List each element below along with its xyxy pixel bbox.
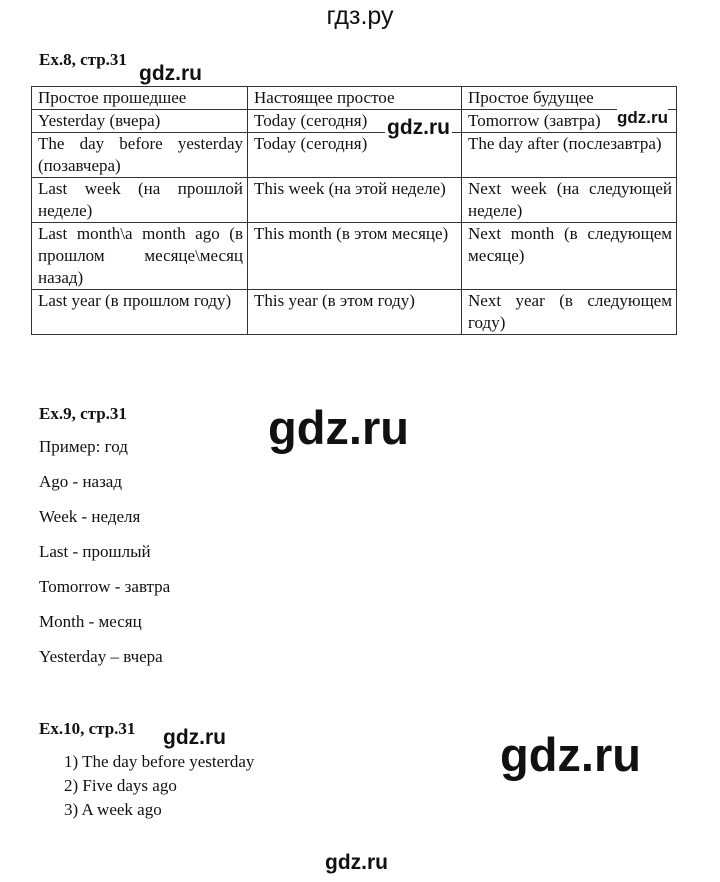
table-cell: The day after (послезавтра)	[462, 133, 677, 178]
watermark: gdz.ru	[139, 62, 202, 85]
table-cell: This week (на этой неделе)	[248, 178, 462, 223]
table-cell: Today (сегодня)	[248, 133, 462, 178]
watermark: gdz.ru	[387, 116, 450, 139]
watermark: gdz.ru	[325, 851, 388, 874]
table-cell: Next week (на следующей неделе)	[462, 178, 677, 223]
watermark: gdz.ru	[268, 401, 409, 454]
table-cell: Last week (на прошлой неделе)	[32, 178, 248, 223]
table-cell: Next month (в следующем месяце)	[462, 223, 677, 290]
table-row	[32, 290, 677, 335]
table-cell: Tomorrow (завтра)	[462, 110, 677, 133]
table-cell: Last year (в прошлом году)	[32, 290, 248, 335]
table-cell: Yesterday (вчера)	[32, 110, 248, 133]
ex9-line: Tomorrow - завтра	[39, 577, 171, 596]
ex9-line: Yesterday – вчера	[39, 647, 163, 666]
watermark: gdz.ru	[500, 728, 641, 781]
table-row	[32, 87, 677, 110]
ex9-line: Ago - назад	[39, 472, 122, 491]
ex9-line: Month - месяц	[39, 612, 142, 631]
table-cell: The day before yesterday (позавчера)	[32, 133, 248, 178]
list-item: 1) The day before yesterday	[64, 752, 255, 771]
list-item: 2) Five days ago	[64, 776, 177, 795]
ex10-heading: Ex.10, стр.31	[39, 719, 136, 738]
tense-table	[31, 86, 677, 335]
ex9-line: Пример: год	[39, 437, 128, 456]
ex8-heading: Ex.8, стр.31	[39, 50, 127, 69]
table-cell: This year (в этом году)	[248, 290, 462, 335]
watermark: gdz.ru	[163, 726, 226, 749]
site-header[interactable]: гдз.ру	[326, 2, 394, 30]
table-row	[32, 223, 677, 290]
table-cell: Next year (в следующем году)	[462, 290, 677, 335]
table-row	[32, 110, 677, 133]
table-cell: Настоящее простое	[248, 87, 462, 110]
table-row	[32, 178, 677, 223]
ex9-line: Last - прошлый	[39, 542, 151, 561]
table-cell: Простое прошедшее	[32, 87, 248, 110]
table-cell: Простое будущее	[462, 87, 677, 110]
list-item: 3) A week ago	[64, 800, 162, 819]
table-cell: Last month\a month ago (в прошлом месяце\месяц назад)	[32, 223, 248, 290]
table-cell: Today (сегодня)	[248, 110, 462, 133]
ex9-heading: Ex.9, стр.31	[39, 404, 127, 423]
ex10-list	[64, 750, 254, 822]
watermark: gdz.ru	[617, 108, 668, 127]
table-cell: This month (в этом месяце)	[248, 223, 462, 290]
table-row	[32, 133, 677, 178]
ex9-line: Week - неделя	[39, 507, 141, 526]
